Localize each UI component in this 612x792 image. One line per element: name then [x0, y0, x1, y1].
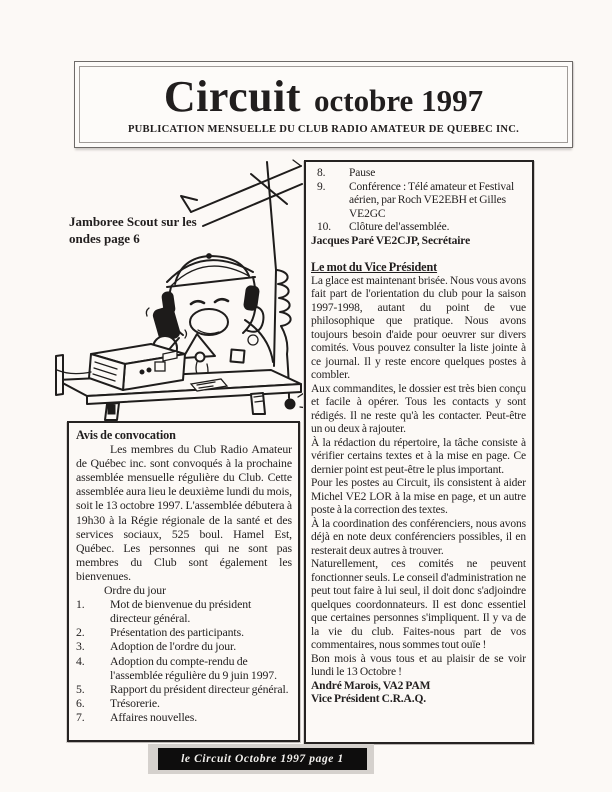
avis-box: [67, 421, 300, 742]
avis-body: Les membres du Club Radio Amateur de Québec inc. sont convoqués à la prochaine assemblée mensuelle régulière du Club. Cette assemblée aura lieu le deuxième lundi du mois, soit le 13 octobre 1997. L'assemblée débutera à 19h30 à la Régie régionale de la santé et des services sociaux, 525 boul. Hamel Est, Québec. Les personnes qui ne sont pas membres du Club sont également les bienvenues.: [76, 442, 292, 583]
newsletter-issue-date: octobre 1997: [314, 82, 484, 118]
vp-paragraph: Bon mois à vous tous et au plaisir de se voir lundi le 13 Octobre !: [311, 652, 526, 678]
footer-page-label: le Circuit Octobre 1997 page 1: [158, 748, 367, 770]
masthead-box: [74, 61, 573, 148]
vp-paragraph: La glace est maintenant brisée. Nous vous avons fait part de l'orientation du club pour la saison 1997-1998, autant du point de vue philosophique que pratique. Nous avons toujours besoin d'aide pour oeuvrer sur divers comités. Vous pouvez consulter la liste jointe à ce journal. Il y reste encore quelques postes à combler.: [311, 274, 526, 381]
agenda-item-number: 4.: [76, 653, 85, 668]
agenda-item-number: 2.: [76, 625, 85, 640]
agenda-item-text: Trésorerie.: [110, 695, 160, 710]
vp-paragraph: Pour les postes au Circuit, ils consistent à aider Michel VE2 LOR à la mise en page, et un autre poste à la correction des textes.: [311, 477, 526, 516]
teaser-line-1: Jamboree Scout sur les: [69, 214, 197, 229]
agenda-item-number: 1.: [76, 597, 85, 612]
newsletter-title: Circuit: [163, 71, 302, 121]
masthead-title-line: [163, 71, 484, 121]
agenda-item-number: 7.: [76, 709, 85, 724]
vp-paragraph: Aux commandites, le dossier est très bien conçu et facile à opérer. Tous les contacts y sont rédigés. Il ne reste qu'à les contacter. Peut-être un ou deux à rajouter.: [311, 382, 526, 435]
masthead-inner-frame: [79, 66, 568, 143]
vp-paragraph: À la rédaction du répertoire, la tâche consiste à vérifier certains textes et à la mise en page. Ce dernier point est peut-être le plus important.: [311, 436, 526, 476]
agenda-item-text: Présentation des participants.: [110, 625, 244, 640]
scout-radio-cartoon: [55, 158, 303, 422]
agenda-item-text: Adoption du compte-rendu de l'assemblée régulière du 9 juin 1997.: [110, 653, 277, 682]
vp-section-heading: Le mot du Vice Président: [311, 260, 438, 274]
agenda-item: [76, 597, 292, 625]
agenda-item-number: 9.: [317, 180, 326, 193]
vp-box: [304, 160, 534, 744]
agenda-item: [311, 221, 526, 235]
agenda-item-number: 5.: [76, 681, 85, 696]
avis-heading: Avis de convocation: [76, 428, 176, 442]
agenda-item-number: 8.: [317, 167, 326, 179]
agenda-item: [311, 181, 526, 222]
vp-signature-name: André Marois, VA2 PAM: [311, 679, 431, 692]
agenda-item-number: 10.: [317, 221, 332, 233]
agenda-item-number: 6.: [76, 695, 85, 710]
agenda-item-text: Adoption de l'ordre du jour.: [110, 639, 237, 654]
vp-signature-title: Vice Président C.R.A.Q.: [311, 693, 427, 705]
vp-paragraph: À la coordination des conférenciers, nous avons déjà en note deux conférenciers possibles, il en resterait deux autres à trouver.: [311, 517, 526, 557]
agenda-item: [76, 625, 292, 639]
agenda-item: [311, 167, 526, 181]
agenda-item-text: Conférence : Télé amateur et Festival aérien, par Roch VE2EBH et Gilles VE2GC: [349, 180, 515, 220]
agenda-item: [76, 639, 292, 653]
agenda-item: [76, 710, 292, 724]
agenda-item-number: 3.: [76, 639, 85, 654]
teaser-line-2: ondes page 6: [69, 231, 140, 246]
secretary-signature: Jacques Paré VE2CJP, Secrétaire: [311, 234, 471, 247]
agenda-item-text: Rapport du président directeur général.: [110, 681, 289, 696]
agenda-item-text: Affaires nouvelles.: [110, 709, 198, 724]
agenda-item-text: Mot de bienvenue du président directeur général.: [110, 597, 252, 626]
agenda-item-text: Clôture del'assemblée.: [349, 221, 450, 233]
newsletter-subtitle: PUBLICATION MENSUELLE DU CLUB RADIO AMATEUR DE QUEBEC INC.: [127, 123, 520, 135]
agenda-label: Ordre du jour: [104, 583, 166, 598]
agenda-item: [76, 682, 292, 696]
agenda-item-text: Pause: [349, 167, 376, 179]
vp-paragraph: Naturellement, ces comités ne peuvent fonctionner seuls. Le conseil d'administration ne peut tout faire à lui seul, il doit donc s'adjoindre quelques coordonnateurs. Il est donc essentiel que certaines personnes s'impliquent. Il y va de la vie du club. Faites-nous part de vos commentaires, nous sommes tout ouïe !: [311, 558, 526, 651]
agenda-item: [76, 696, 292, 710]
agenda-item: [76, 654, 292, 682]
footer-banner-strip: [148, 744, 374, 774]
